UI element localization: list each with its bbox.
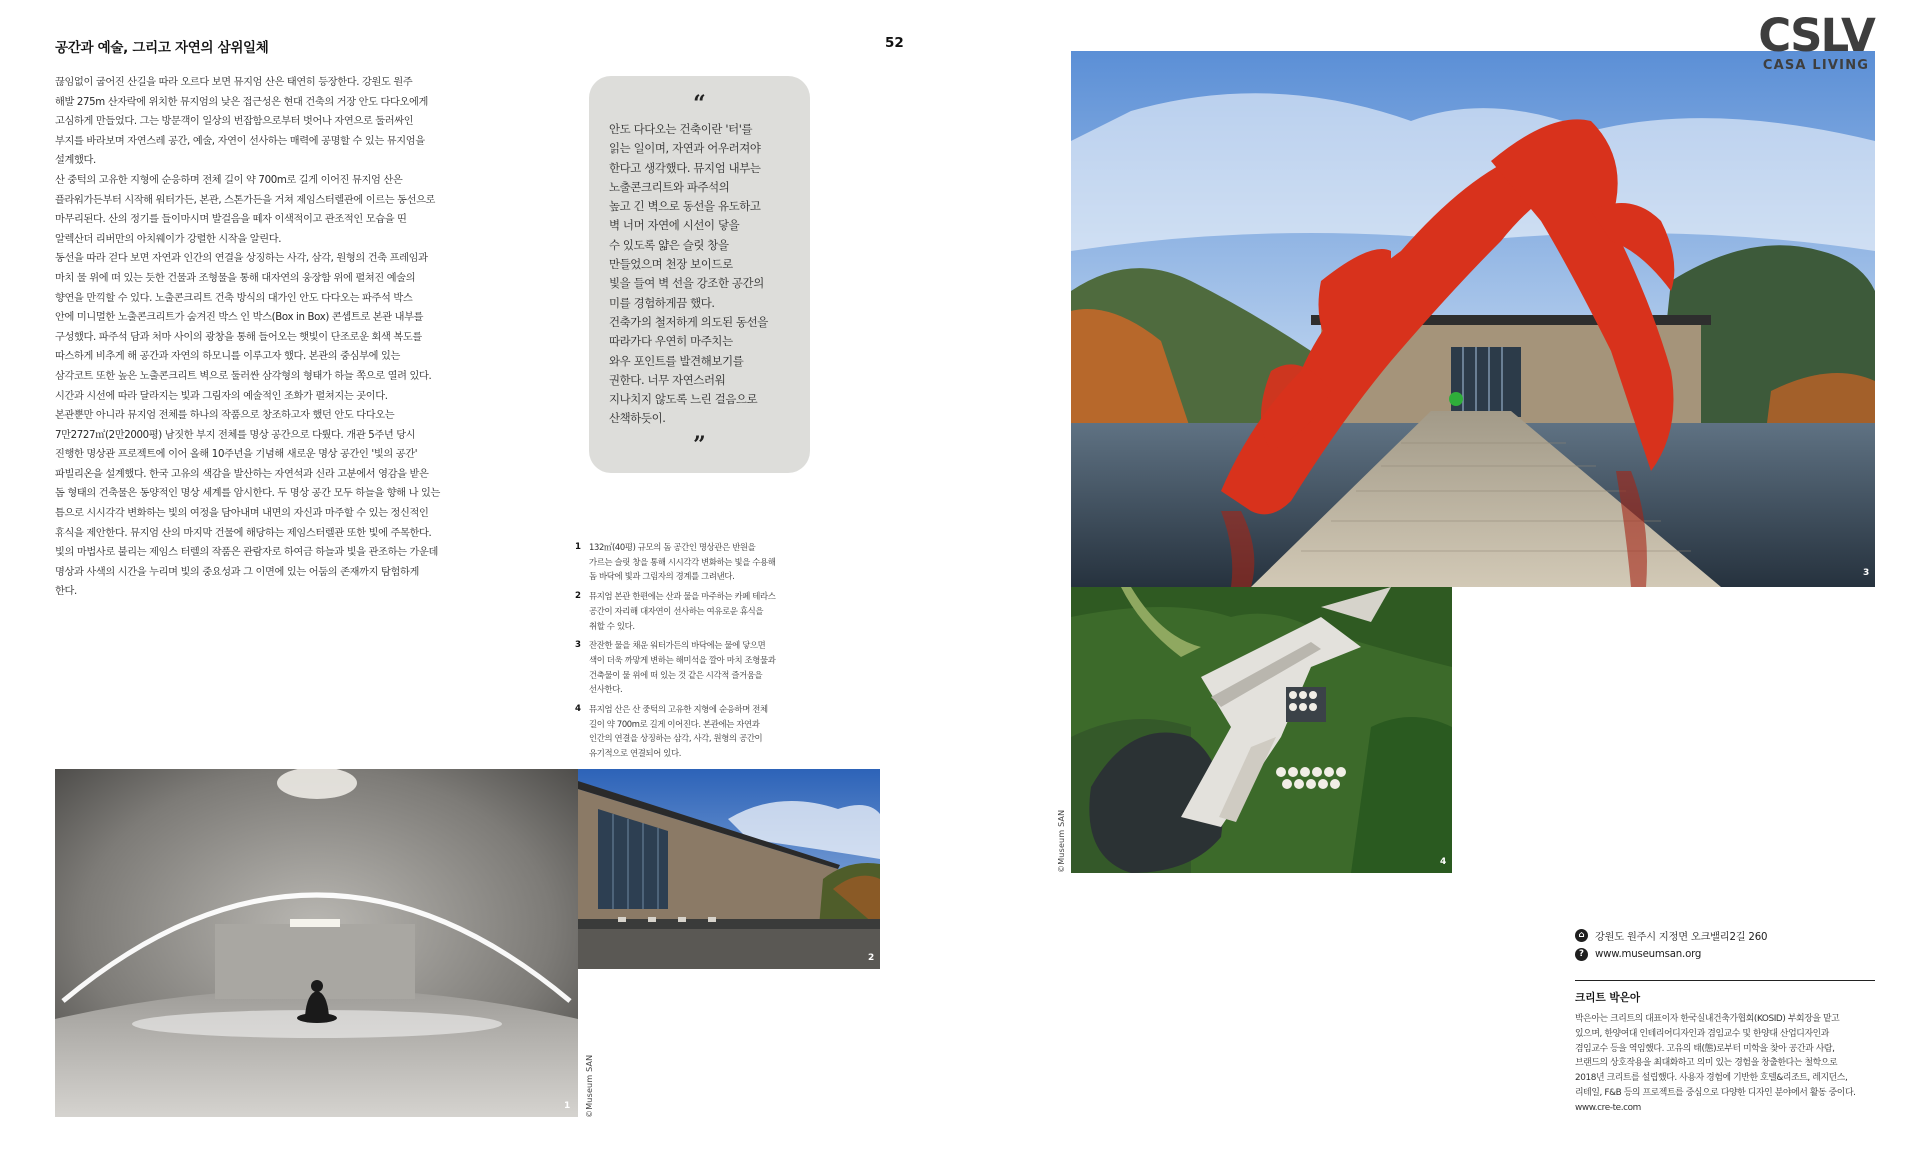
website-row [1575,948,1875,961]
body-line: 본관뿐만 아니라 뮤지엄 전체를 하나의 작품으로 창조하고자 했던 안도 다다오는 [55,410,395,422]
brand-logo [1754,9,1878,73]
quote-line: 건축가의 철저하게 의도된 동선을 [609,314,768,329]
museum-terrace-image [578,769,880,969]
photo-number-2: 2 [868,953,875,963]
quote-line: 따라가다 우연히 마주치는 [609,334,733,349]
bio-text [1575,1012,1880,1116]
body-line: 향연을 만끽할 수 있다. 노출콘크리트 건축 방식의 대가인 안도 다다오는 파주석 박스 [55,292,413,304]
body-line: 삼각코트 또한 높은 노출콘크리트 벽으로 둘러싼 삼각형의 형태가 하늘 쪽으로 열려 있다. [55,370,432,382]
photo-credit-1: ©Museum SAN [585,1054,594,1118]
body-line: 부지를 바라보며 자연스레 공간, 예술, 자연이 선사하는 매력에 공명할 수 있는 뮤지엄을 [55,135,425,147]
address-row [1575,928,1875,943]
caption-line: 취할 수 있다. [589,620,635,631]
photo-number-3: 3 [1863,568,1870,578]
bio-line: 박은아는 크리트의 대표이자 한국실내건축가협회(KOSID) 부회장을 맡고 [1575,1014,1840,1024]
body-line: 플라워가든부터 시작해 워터가든, 본관, 스톤가든을 거쳐 제임스터렐관에 이르는 동선으로 [55,194,436,206]
caption-number: 3 [575,640,581,651]
museum-info [1575,928,1875,966]
quote-line: 벽 너머 자연에 시선이 닿을 [609,218,740,233]
caption-item [575,702,802,761]
quote-line: 안도 다다오는 건축이란 '터'를 [609,122,753,136]
caption-item [575,638,802,697]
question-icon: ? [1575,948,1588,961]
bio-website-link[interactable]: www.cre-te.com [1575,1102,1641,1113]
quote-line: 만들었으며 천장 보이드로 [609,257,733,272]
quote-close-mark: ” [693,431,706,458]
info-divider [1575,980,1875,981]
caption-item [575,589,802,633]
quote-line: 빛을 들여 벽 선을 강조한 공간의 [609,276,764,291]
pull-quote-text [609,120,790,429]
body-line: 마치 물 위에 떠 있는 듯한 건물과 조형물을 통해 대자연의 웅장함 위에 펼쳐진 예술의 [55,272,416,284]
logo-subtitle: CASA LIVING [1762,58,1870,73]
body-line: 알렉산더 리버만의 아치웨이가 강렬한 시작을 알린다. [55,233,282,245]
address-text: 강원도 원주시 지정면 오크밸리2길 260 [1595,932,1768,943]
body-line: 안에 미니멀한 노출콘크리트가 숨겨진 박스 인 박스(Box in Box) 콘셉트로 본관 내부를 [55,312,424,324]
caption-number: 2 [575,591,581,602]
bio-line: 2018년 크리트를 설립했다. 사용자 경험에 기반한 호텔&리조트, 레지던스, [1575,1073,1848,1084]
photo-red-archway [1071,51,1875,587]
photo-number-1: 1 [564,1101,571,1111]
quote-line: 수 있도록 얇은 슬릿 창을 [609,237,729,252]
quote-line: 높고 긴 벽으로 동선을 유도하고 [609,199,761,214]
meditation-dome-image [55,769,578,1117]
caption-line: 가르는 슬릿 창을 통해 시시각각 변화하는 빛을 수용해 [589,556,776,567]
caption-line: 선사한다. [589,684,623,695]
quote-line: 권한다. 너무 자연스러워 [609,372,726,387]
body-line: 파빌리온을 설계했다. 한국 고유의 색감을 발산하는 자연석과 신라 고분에서 영감을 받은 [55,468,429,480]
body-line: 시간과 시선에 따라 달라지는 빛과 그림자의 예술적인 조화가 펼쳐지는 곳이다. [55,390,388,402]
quote-open-mark: “ [693,91,706,117]
body-line: 마무리된다. 산의 정기를 들이마시며 발걸음을 떼자 이색적이고 관조적인 모습을 띤 [55,214,407,226]
body-line: 동선을 따라 걷다 보면 자연과 인간의 연결을 상징하는 사각, 삼각, 원형의 건축 프레임과 [55,253,428,265]
photo-credit-2: ©Museum SAN [1057,809,1066,873]
red-archway-image [1071,51,1875,587]
body-line: 산 중턱의 고유한 지형에 순응하며 전체 길이 약 700m로 길게 이어진 뮤지엄 산은 [55,174,403,186]
bio-line: 브랜드의 상호작용을 최대화하고 의미 있는 경험을 창출한다는 철학으로 [1575,1058,1838,1069]
quote-line: 지나치지 않도록 느린 걸음으로 [609,392,758,407]
quote-line: 노출콘크리트와 파주석의 [609,179,730,194]
home-icon: ⌂ [1575,929,1588,942]
article-body [55,73,485,602]
caption-line: 공간이 자리해 대자연이 선사하는 여유로운 휴식을 [589,605,764,616]
caption-text [589,638,775,697]
pull-quote-box [589,76,810,473]
caption-line: 돔 바닥에 빛과 그림자의 경계를 그려낸다. [589,571,735,582]
quote-line: 와우 포인트를 발견해보기를 [609,353,744,368]
photo-meditation-dome [55,769,578,1117]
photo-captions [575,540,802,766]
caption-line: 인간의 연결을 상징하는 삼각, 사각, 원형의 공간이 [589,733,763,744]
quote-line: 읽는 일이며, 자연과 어우러져야 [609,141,761,156]
bio-line: 있으며, 한양여대 인테리어디자인과 겸임교수 및 한양대 산업디자인과 [1575,1028,1829,1039]
caption-text [589,540,775,584]
logo-wordmark: CSLV [1758,9,1874,62]
photo-aerial-museum [1071,587,1452,873]
caption-number: 4 [575,704,581,715]
body-line: 설계했다. [55,155,96,167]
body-line: 7만2727㎡(2만2000평) 남짓한 부지 전체를 명상 공간으로 다뤘다. 개관 5주년 당시 [55,429,416,441]
caption-text [589,702,768,761]
body-line: 구성했다. 파주석 담과 처마 사이의 광창을 통해 들어오는 햇빛이 단조로운 회색 복도를 [55,331,422,343]
photo-number-4: 4 [1440,857,1447,867]
body-line: 진행한 명상관 프로젝트에 이어 올해 10주년을 기념해 새로운 명상 공간인 '빛의 공간' [55,449,418,461]
body-line: 따스하게 비추게 해 공간과 자연의 하모니를 이루고자 했다. 본관의 중심부에 있는 [55,351,400,363]
body-line: 한다. [55,586,77,598]
caption-item [575,540,802,584]
caption-line: 건축물이 물 위에 떠 있는 것 같은 시각적 즐거움을 [589,669,763,680]
quote-line: 산책하듯이. [609,411,666,426]
aerial-museum-image [1071,587,1452,873]
bio-title: 크리트 박은아 [1575,992,1641,1004]
body-line: 끊임없이 굽어진 산길을 따라 오르다 보면 뮤지엄 산은 태연히 등장한다. 강원도 원주 [55,77,413,88]
body-line: 해발 275m 산자락에 위치한 뮤지엄의 낮은 접근성은 현대 건축의 거장 안도 다다오에게 [55,96,428,108]
page-number: 52 [885,35,904,51]
caption-number: 1 [575,542,581,552]
quote-line: 미를 경험하게끔 했다. [609,295,715,310]
caption-line: 길이 약 700m로 길게 이어진다. 본관에는 자연과 [589,718,760,729]
body-line: 빛의 마법사로 불리는 제임스 터렐의 작품은 관람자로 하여금 하늘과 빛을 관조하는 가운데 [55,547,438,559]
body-line: 고심하게 만들었다. 그는 방문객이 일상의 번잡함으로부터 벗어나 자연으로 둘러싸인 [55,116,414,128]
body-line: 돔 형태의 건축물은 동양적인 명상 세계를 암시한다. 두 명상 공간 모두 하늘을 향해 나 있는 [55,488,441,500]
body-line: 틈으로 시시각각 변화하는 빛의 여정을 담아내며 내면의 자신과 마주할 수 있는 정신적인 [55,508,429,520]
caption-line: 유기적으로 연결되어 있다. [589,748,682,759]
photo-museum-terrace [578,769,880,969]
bio-line: 겸임교수 등을 역임했다. 고유의 태(態)로부터 미학을 찾아 공간과 사람, [1575,1043,1835,1054]
section-title: 공간과 예술, 그리고 자연의 삼위일체 [55,40,269,56]
quote-line: 한다고 생각했다. 뮤지엄 내부는 [609,160,761,175]
website-link[interactable]: www.museumsan.org [1595,949,1702,960]
caption-line: 뮤지엄 산은 산 중턱의 고유한 지형에 순응하며 전체 [589,704,768,715]
caption-line: 132㎡(40평) 규모의 돔 공간인 명상관은 반원을 [589,542,756,552]
body-line: 명상과 사색의 시간을 누리며 빛의 중요성과 그 이면에 있는 어둠의 존재까지 탐험하게 [55,566,419,578]
caption-line: 뮤지엄 본관 한편에는 산과 물을 마주하는 카페 테라스 [589,591,776,602]
caption-line: 잔잔한 물을 채운 워터가든의 바닥에는 물에 닿으면 [589,640,766,651]
bio-line: 리테일, F&B 등의 프로젝트를 중심으로 다양한 디자인 분야에서 활동 중이다. [1575,1087,1856,1098]
body-line: 휴식을 제안한다. 뮤지엄 산의 마지막 건물에 해당하는 제임스터렐관 또한 빛에 주목한다. [55,527,432,539]
caption-line: 색이 더욱 까맣게 변하는 해미석을 깔아 마치 조형물과 [589,654,776,665]
caption-text [589,589,775,633]
